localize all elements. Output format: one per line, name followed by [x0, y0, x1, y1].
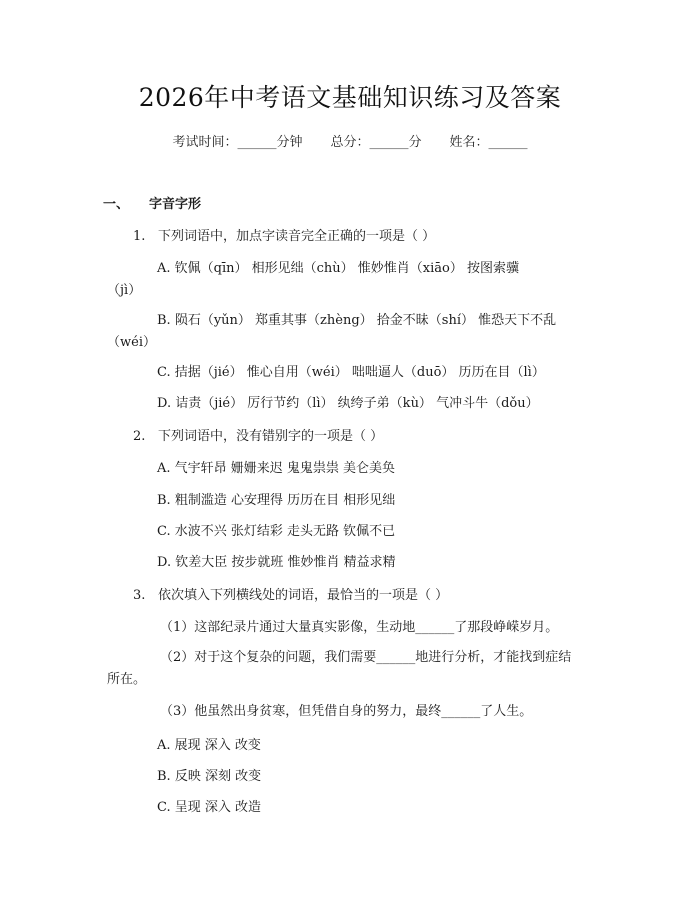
q2-option-c: C. 水波不兴 张灯结彩 走头无路 钦佩不已: [157, 524, 396, 539]
page-title: 2026年中考语文基础知识练习及答案: [138, 83, 562, 112]
question-number: 1.: [133, 229, 146, 244]
q1-option-b: B. 陨石（yǔn） 郑重其事（zhèng） 拾金不昧（shí） 惟恐天下不乱: [157, 313, 557, 328]
q3-option-a: A. 展现 深入 改变: [157, 738, 261, 753]
q2-option-d: D. 钦差大臣 按步就班 惟妙惟肖 精益求精: [157, 555, 396, 570]
exam-score: 总分：______分: [330, 135, 422, 150]
q3-sentence-1: （1）这部纪录片通过大量真实影像，生动地______了那段峥嵘岁月。: [160, 620, 559, 635]
section-title: 字音字形: [149, 197, 202, 212]
question-2: [133, 425, 383, 444]
exam-time: 考试时间：______分钟: [172, 135, 303, 150]
q3-sentence-2-continued: 所在。: [107, 672, 147, 687]
question-text: 下列词语中，加点字读音完全正确的一项是（ ）: [158, 229, 436, 244]
question-number: 3.: [133, 588, 146, 603]
question-number: 2.: [133, 429, 146, 444]
q3-sentence-2: （2）对于这个复杂的问题，我们需要______地进行分析，才能找到症结: [160, 650, 572, 665]
q1-option-a-continued: （jì）: [107, 283, 142, 298]
section-number: 一、: [103, 197, 130, 212]
q1-option-b-continued: （wéi）: [107, 335, 156, 350]
q2-option-b: B. 粗制滥造 心安理得 历历在目 相形见绌: [157, 493, 396, 508]
q1-option-c: C. 拮据（jié） 惟心自用（wéi） 咄咄逼人（duō） 历历在目（lì）: [157, 365, 545, 380]
exam-meta: [0, 131, 700, 150]
question-text: 依次填入下列横线处的词语，最恰当的一项是（ ）: [158, 588, 449, 603]
student-name: 姓名：______: [449, 135, 528, 150]
q1-option-d: D. 诘责（jié） 厉行节约（lì） 纨绔子弟（kù） 气冲斗牛（dǒu）: [157, 396, 539, 411]
q3-option-b: B. 反映 深刻 改变: [157, 769, 262, 784]
q2-option-a: A. 气宇轩昂 姗姗来迟 鬼鬼祟祟 美仑美奂: [157, 461, 396, 476]
q3-option-c: C. 呈现 深入 改造: [157, 800, 262, 815]
question-3: [133, 584, 448, 603]
question-text: 下列词语中，没有错别字的一项是（ ）: [158, 429, 384, 444]
section-heading: [103, 193, 201, 212]
q3-sentence-3: （3）他虽然出身贫寒，但凭借自身的努力，最终______了人生。: [160, 704, 533, 719]
q1-option-a: A. 钦佩（qīn） 相形见绌（chù） 惟妙惟肖（xiāo） 按图索骥: [157, 261, 519, 276]
question-1: [133, 225, 435, 244]
